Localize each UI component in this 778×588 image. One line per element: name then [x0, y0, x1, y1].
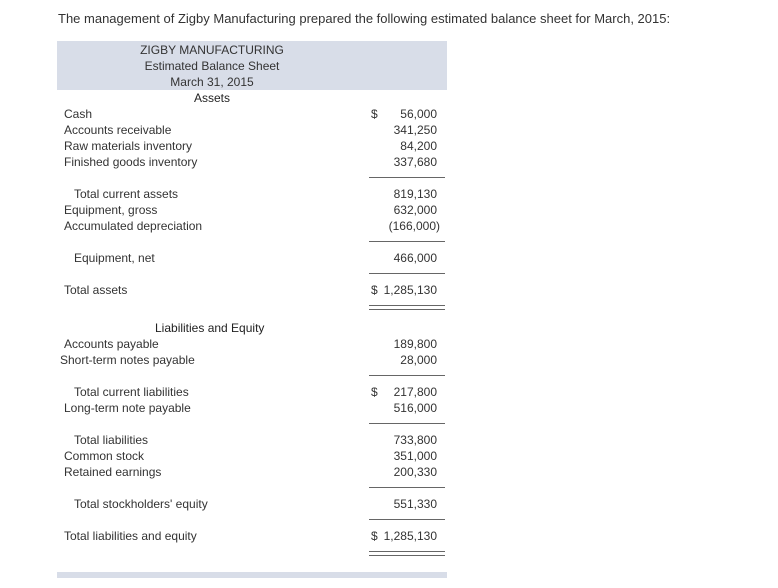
row-label: Total stockholders' equity: [74, 497, 208, 511]
assets-heading: Assets: [194, 91, 231, 105]
sheet-date: March 31, 2015: [170, 75, 254, 89]
subtotal-rule: [369, 177, 445, 178]
dollar-sign: $: [371, 283, 378, 297]
row-short-term-notes: [57, 353, 447, 369]
row-total-current-assets: [57, 187, 447, 203]
dollar-sign: $: [371, 385, 378, 399]
row-amount: 466,000: [393, 251, 437, 265]
row-amount: 84,200: [400, 139, 437, 153]
row-amount: 189,800: [393, 337, 437, 351]
row-amount: 337,680: [393, 155, 437, 169]
row-label: Accounts receivable: [64, 123, 172, 137]
row-label: Cash: [64, 107, 93, 121]
row-amount: (166,000): [388, 219, 440, 233]
row-label: Total current liabilities: [74, 385, 189, 399]
subtotal-rule: [369, 487, 445, 488]
row-label: Short-term notes payable: [60, 353, 195, 367]
row-accumulated-depreciation: [57, 219, 447, 235]
total-double-rule: [369, 551, 445, 556]
row-amount: 341,250: [393, 123, 437, 137]
subtotal-rule: [369, 375, 445, 376]
subtotal-rule: [369, 423, 445, 424]
row-amount: 351,000: [393, 449, 437, 463]
dollar-sign: $: [371, 529, 378, 543]
row-label: Common stock: [64, 449, 145, 463]
subtotal-rule: [369, 241, 445, 242]
row-finished-goods: [57, 155, 447, 171]
row-accounts-receivable: [57, 123, 447, 139]
row-amount: 632,000: [393, 203, 437, 217]
row-total-stockholders-equity: [57, 497, 447, 513]
row-total-assets: [57, 283, 447, 299]
row-retained-earnings: [57, 465, 447, 481]
row-amount: 1,285,130: [383, 283, 437, 297]
row-label: Raw materials inventory: [64, 139, 193, 153]
row-label: Total liabilities: [74, 433, 149, 447]
balance-sheet: [57, 41, 447, 581]
row-total-current-liabilities: [57, 385, 447, 401]
row-amount: 1,285,130: [383, 529, 437, 543]
row-label: Retained earnings: [64, 465, 162, 479]
row-raw-materials: [57, 139, 447, 155]
sheet-footer-bar: [57, 572, 447, 578]
row-amount: 56,000: [400, 107, 437, 121]
subtotal-rule: [369, 273, 445, 274]
sheet-title: Estimated Balance Sheet: [144, 59, 280, 73]
row-amount: 516,000: [393, 401, 437, 415]
row-equipment-gross: [57, 203, 447, 219]
row-label: Equipment, net: [74, 251, 155, 265]
row-label: Accounts payable: [64, 337, 159, 351]
dollar-sign: $: [371, 107, 378, 121]
row-accounts-payable: [57, 337, 447, 353]
row-total-liabilities-equity: [57, 529, 447, 545]
row-amount: 733,800: [393, 433, 437, 447]
row-common-stock: [57, 449, 447, 465]
row-amount: 819,130: [393, 187, 437, 201]
liabilities-equity-heading: Liabilities and Equity: [155, 321, 265, 335]
row-amount: 551,330: [393, 497, 437, 511]
row-equipment-net: [57, 251, 447, 267]
intro-text: The management of Zigby Manufacturing prepared the following estimated balance sheet for March, 2015:: [58, 11, 671, 26]
row-amount: 200,330: [393, 465, 437, 479]
row-label: Total assets: [64, 283, 128, 297]
row-label: Total liabilities and equity: [64, 529, 197, 543]
row-long-term-note: [57, 401, 447, 417]
row-label: Equipment, gross: [64, 203, 158, 217]
row-amount: 217,800: [393, 385, 437, 399]
row-label: Finished goods inventory: [64, 155, 198, 169]
row-total-liabilities: [57, 433, 447, 449]
company-name: ZIGBY MANUFACTURING: [140, 43, 284, 57]
total-double-rule: [369, 305, 445, 310]
row-label: Long-term note payable: [64, 401, 191, 415]
subtotal-rule: [369, 519, 445, 520]
row-amount: 28,000: [400, 353, 437, 367]
row-cash: [57, 107, 447, 123]
row-label: Total current assets: [74, 187, 179, 201]
row-label: Accumulated depreciation: [64, 219, 203, 233]
